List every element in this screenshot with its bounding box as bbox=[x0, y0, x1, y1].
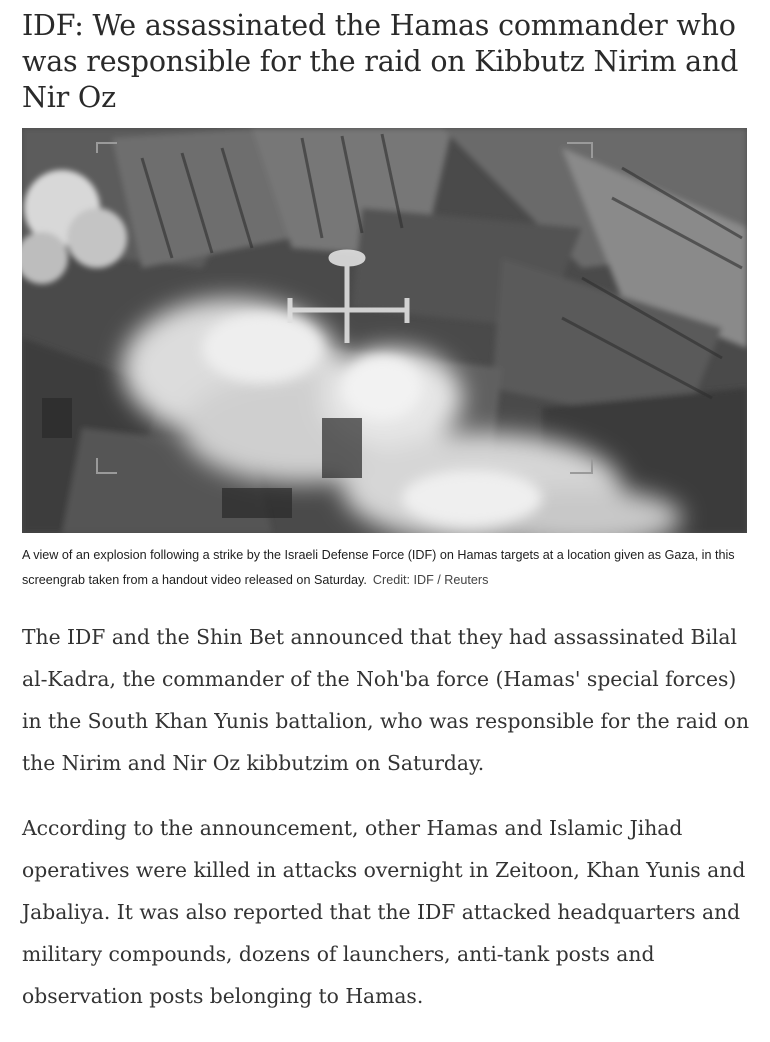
body-paragraph: According to the announcement, other Hamas and Islamic Jihad operatives were killed in attacks overnight in Zeitoon, Khan Yunis and Jabaliya. It was also reported that the IDF attacked headquarters and military compounds, dozens of launchers, anti-tank posts and observation posts belonging to Hamas. bbox=[22, 816, 746, 1008]
caption-text: A view of an explosion following a strike by the Israeli Defense Force (IDF) on Hamas targets at a location given as Gaza, in this screengrab taken from a handout video released on Saturday. bbox=[22, 548, 735, 587]
headline: IDF: We assassinated the Hamas commander who was responsible for the raid on Kibbutz Nirim and Nir Oz bbox=[22, 9, 739, 114]
article-photo bbox=[22, 128, 747, 533]
photo-caption bbox=[22, 543, 752, 593]
credit-label: Credit: bbox=[372, 573, 411, 587]
photo-credit: IDF / Reuters bbox=[413, 573, 489, 587]
aerial-strike-image bbox=[22, 128, 747, 533]
body-paragraph: The IDF and the Shin Bet announced that they had assassinated Bilal al-Kadra, the commander of the Noh'ba force (Hamas' special forces) in the South Khan Yunis battalion, who was responsible for the raid on the Nirim and Nir Oz kibbutzim on Saturday. bbox=[22, 625, 750, 775]
